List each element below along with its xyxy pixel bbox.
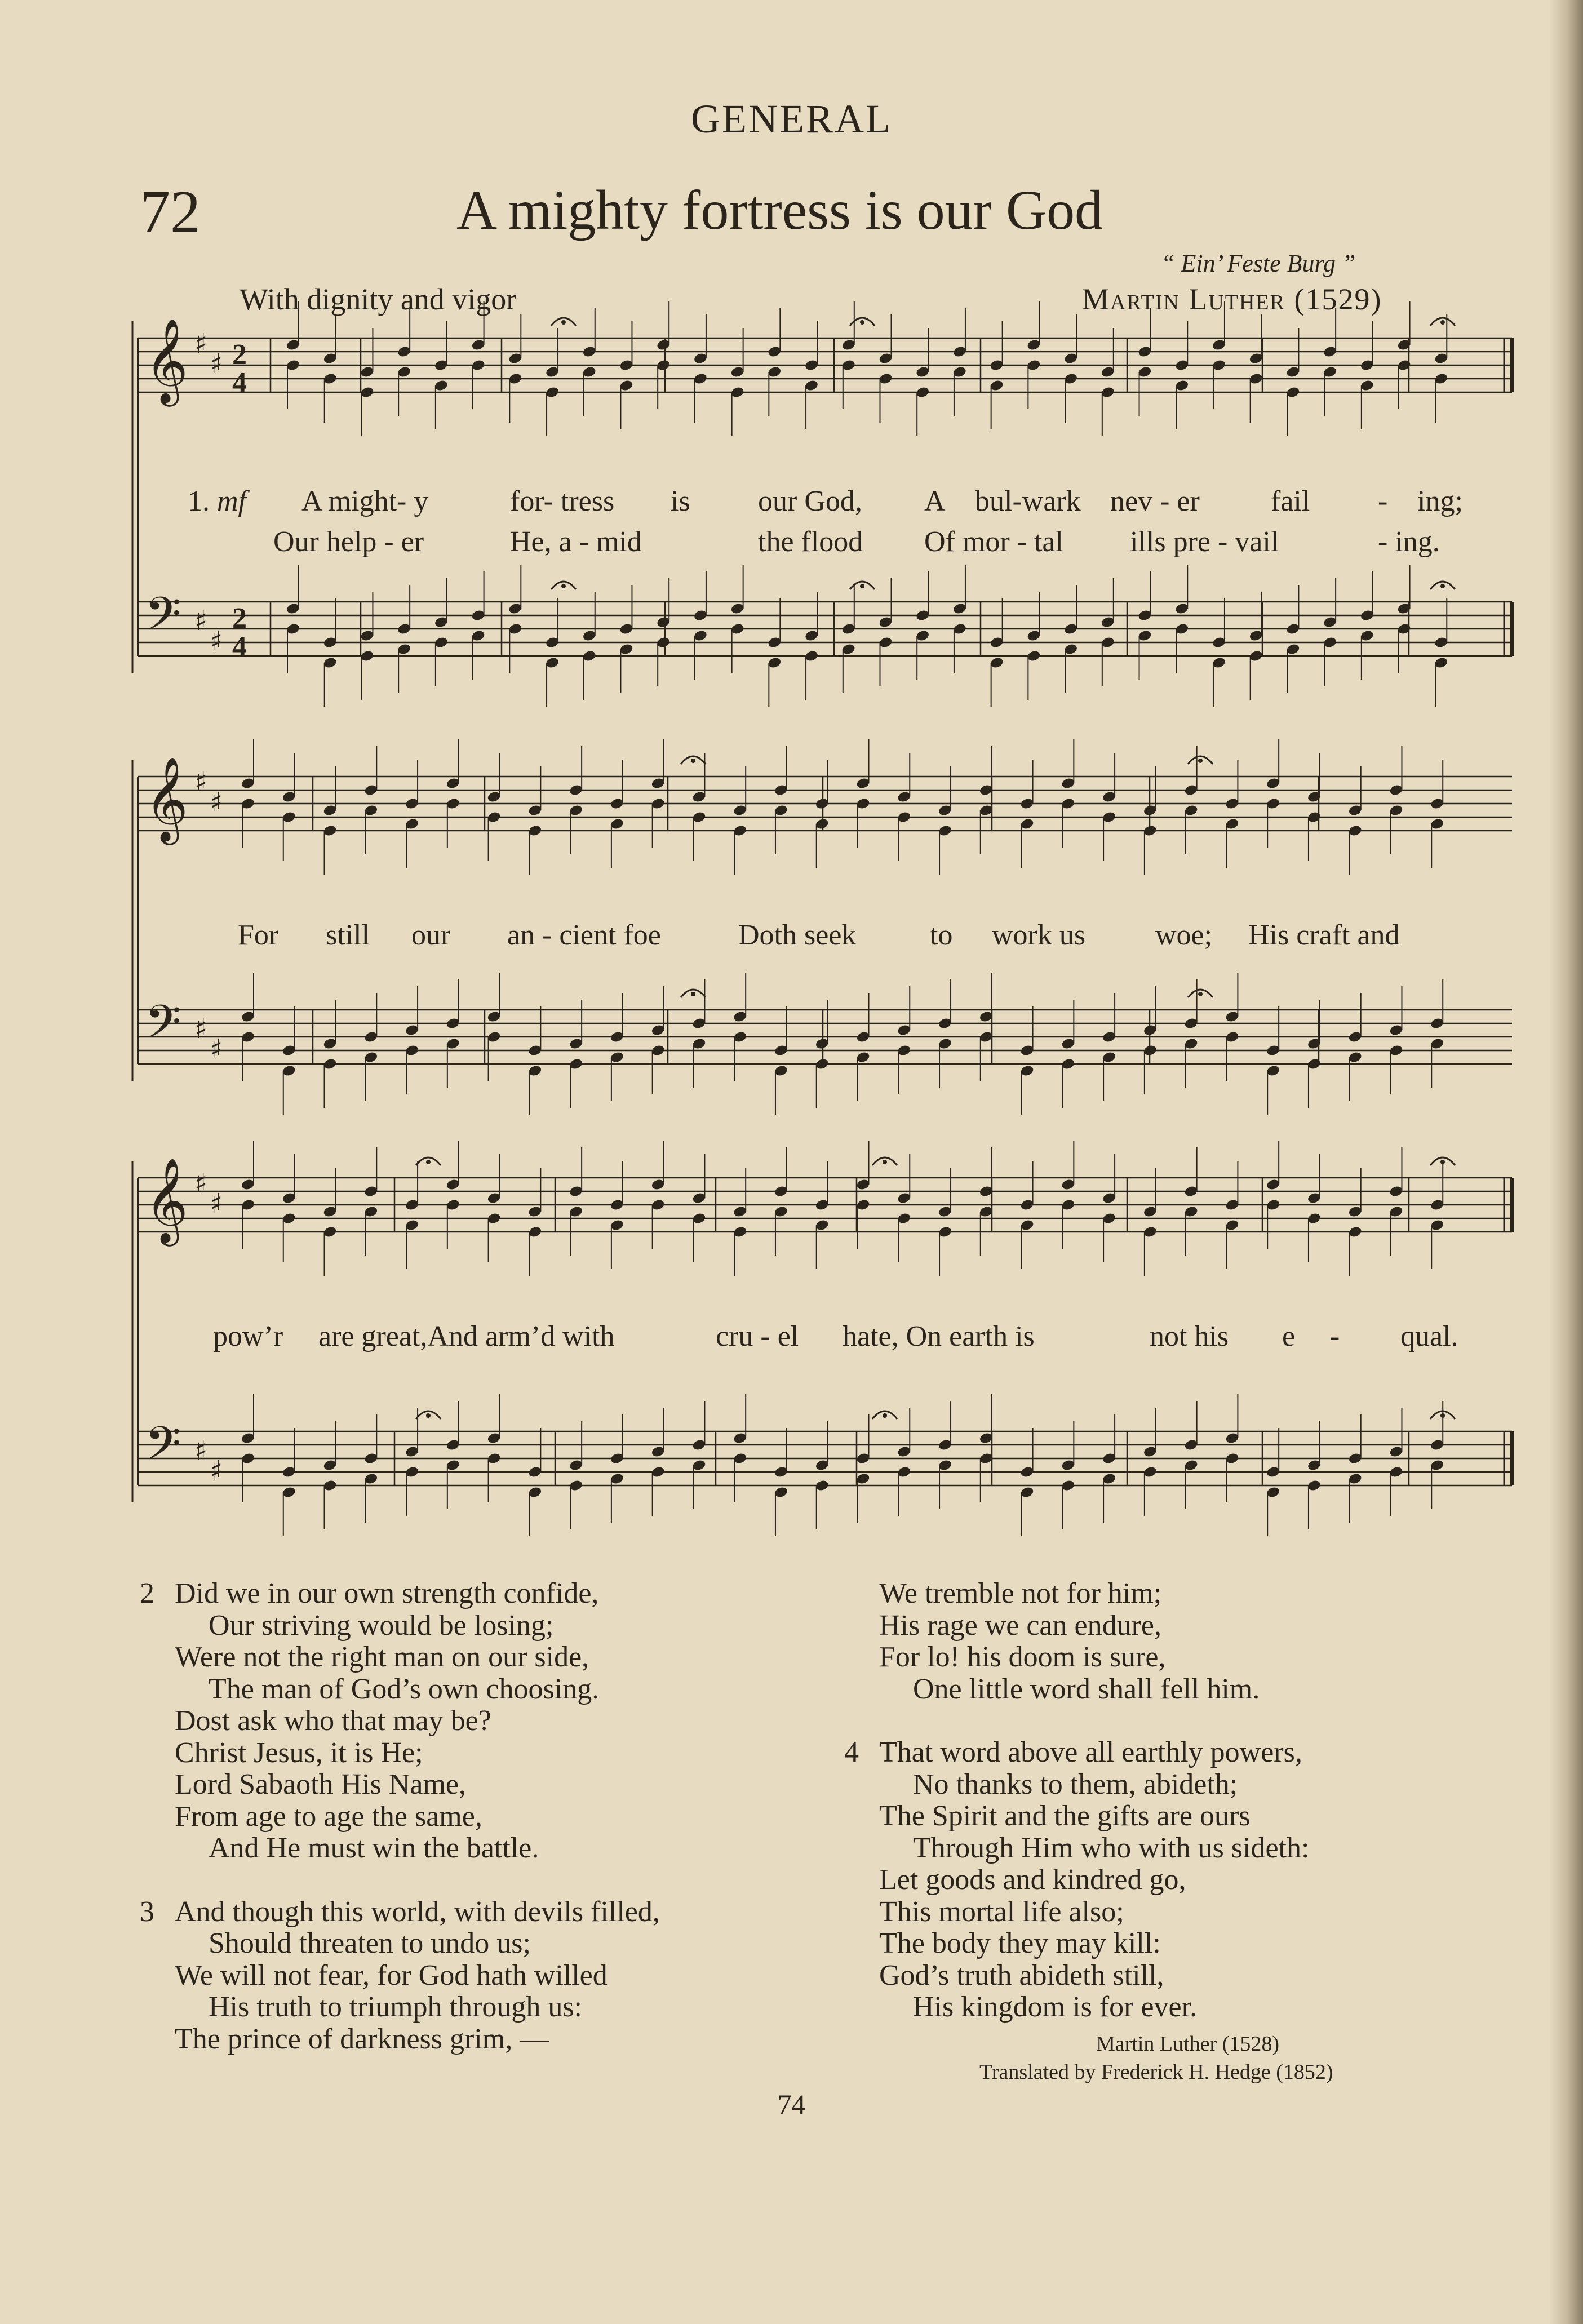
section-header: GENERAL	[691, 96, 892, 141]
key-sharp: ♯	[210, 348, 223, 380]
stanza-line: Did we in our own strength confide,	[175, 1577, 599, 1609]
stanza-number: 2	[140, 1577, 154, 1609]
bass-clef: 𝄢	[145, 1416, 181, 1482]
stanza-line: His rage we can endure,	[879, 1609, 1161, 1642]
key-sharp: ♯	[194, 1013, 208, 1045]
time-signature: 2	[232, 602, 247, 635]
author-credit: Martin Luther (1528)	[1096, 2032, 1280, 2056]
lyric-syllable: -	[1378, 485, 1388, 517]
fermata-dot	[561, 320, 566, 325]
composer-credit: Martin Luther (1529)	[1082, 282, 1382, 316]
dynamic-marking: mf	[217, 485, 246, 517]
stanza-line: The man of God’s own choosing.	[209, 1673, 600, 1705]
fermata-dot	[561, 584, 566, 588]
lyric-syllable: are great,And arm’d with	[318, 1320, 615, 1352]
stanza-number: 4	[844, 1736, 859, 1768]
stanza-line: No thanks to them, abideth;	[913, 1768, 1238, 1800]
lyric-syllable: He, a - mid	[510, 526, 642, 558]
fermata-dot	[691, 759, 695, 763]
key-sharp: ♯	[194, 328, 208, 360]
stanza-line: Lord Sabaoth His Name,	[175, 1768, 467, 1800]
treble-clef: 𝄞	[145, 756, 188, 841]
lyric-syllable: is	[671, 485, 690, 517]
key-sharp: ♯	[210, 1188, 223, 1219]
stanza-line: And though this world, with devils filled,	[175, 1895, 660, 1928]
verse-number	[188, 485, 246, 518]
lyric-syllable: woe;	[1155, 919, 1213, 951]
stanza-column-left	[140, 1577, 660, 2055]
fermata-dot	[1198, 992, 1203, 996]
lyric-syllable: - ing.	[1378, 526, 1440, 558]
fermata-dot	[883, 1160, 887, 1164]
stanza-block	[140, 1577, 660, 1865]
stanza-line: We will not fear, for God hath willed	[175, 1959, 608, 1992]
hymn-title: A mighty fortress is our God	[456, 179, 1103, 241]
fermata-dot	[426, 1413, 431, 1418]
stanza-column-right	[844, 1577, 1310, 2024]
bass-clef: 𝄢	[145, 995, 181, 1061]
fermata-dot	[1440, 584, 1445, 588]
fermata-dot	[883, 1413, 887, 1418]
stanza-line: The Spirit and the gifts are ours	[879, 1800, 1251, 1832]
time-signature: 4	[232, 367, 247, 399]
lyric-syllable: the flood	[758, 526, 863, 558]
lyric-syllable: A might- y	[301, 485, 429, 517]
fermata-dot	[1440, 1413, 1445, 1418]
stanza-line: And He must win the battle.	[209, 1832, 539, 1864]
stanza-line: Christ Jesus, it is He;	[175, 1736, 423, 1769]
bass-clef: 𝄢	[145, 587, 181, 653]
fermata-dot	[1198, 759, 1203, 763]
lyric-syllable: His craft and	[1248, 919, 1400, 951]
stanza-line: Our striving would be losing;	[209, 1609, 554, 1642]
stanza-number: 3	[140, 1895, 154, 1928]
lyric-syllable: not his	[1150, 1320, 1229, 1352]
lyric-syllable: Doth seek	[738, 919, 857, 951]
time-signature: 4	[232, 631, 247, 663]
key-sharp: ♯	[210, 626, 223, 657]
treble-clef: 𝄞	[145, 1157, 188, 1243]
key-sharp: ♯	[194, 605, 208, 637]
stanza-line: Let goods and kindred go,	[879, 1864, 1186, 1896]
lyric-syllable: -	[1330, 1320, 1340, 1352]
translator-credit: Translated by Frederick H. Hedge (1852)	[979, 2060, 1333, 2084]
lyric-syllable: work us	[992, 919, 1086, 951]
lyric-syllable: Of mor - tal	[924, 526, 1063, 558]
stanza-line: We tremble not for him;	[879, 1577, 1162, 1609]
stanza-line: His truth to triumph through us:	[209, 1991, 582, 2023]
lyric-syllable: still	[326, 919, 370, 951]
hymn-number: 72	[140, 179, 201, 246]
stanza-line: That word above all earthly powers,	[879, 1736, 1302, 1768]
stanza-line: Dost ask who that may be?	[175, 1705, 491, 1737]
lyric-syllable: A	[924, 485, 946, 517]
stanza-line: His kingdom is for ever.	[913, 1991, 1198, 2023]
lyric-syllable: hate, On earth is	[843, 1320, 1035, 1352]
fermata-dot	[691, 992, 695, 996]
key-sharp: ♯	[210, 1455, 223, 1487]
lyric-syllable: nev - er	[1110, 485, 1200, 517]
fermata-dot	[426, 1160, 431, 1164]
fermata-dot	[1440, 1160, 1445, 1164]
lyric-syllable: pow’r	[213, 1320, 283, 1352]
stanza-line: Were not the right man on our side,	[175, 1641, 589, 1673]
stanza-line: The prince of darkness grim, —	[175, 2023, 549, 2055]
stanza-line: Through Him who with us sideth:	[913, 1831, 1310, 1864]
tune-name: “ Ein’ Feste Burg ”	[1161, 250, 1356, 277]
key-sharp: ♯	[210, 787, 223, 818]
lyric-syllable: ing;	[1417, 485, 1463, 517]
lyric-syllable: fail	[1271, 485, 1310, 517]
fermata-dot	[1440, 320, 1445, 325]
lyric-syllable: to	[930, 919, 953, 951]
lyric-syllable: Our help - er	[273, 526, 424, 558]
key-sharp: ♯	[194, 766, 208, 798]
lyric-syllable: our	[411, 919, 451, 951]
lyric-syllable: for- tress	[510, 485, 615, 517]
tempo-marking: With dignity and vigor	[240, 282, 517, 316]
lyric-syllable: cru - el	[716, 1320, 799, 1352]
lyric-syllable: ills pre - vail	[1130, 526, 1279, 558]
time-signature: 2	[232, 339, 247, 371]
lyric-syllable: our God,	[758, 485, 862, 517]
stanza-line: God’s truth abideth still,	[879, 1959, 1164, 1992]
fermata-dot	[860, 320, 864, 325]
lyric-syllable: qual.	[1400, 1320, 1458, 1352]
stanza-block	[879, 1578, 1309, 1705]
verse-number-label: 1.	[188, 485, 210, 517]
stanza-line: The body they may kill:	[879, 1927, 1161, 1959]
lyric-syllable: For	[238, 919, 279, 951]
lyric-syllable: an - cient foe	[507, 919, 661, 951]
fermata-dot	[860, 584, 864, 588]
lyric-syllable: bul-wark	[975, 485, 1081, 517]
key-sharp: ♯	[210, 1034, 223, 1065]
stanza-line: This mortal life also;	[879, 1895, 1124, 1928]
stanza-line: Should threaten to undo us;	[209, 1927, 531, 1959]
treble-clef: 𝄞	[145, 317, 188, 403]
stanza-line: For lo! his doom is sure,	[879, 1641, 1166, 1673]
key-sharp: ♯	[194, 1435, 208, 1466]
stanza-line: From age to age the same,	[175, 1800, 482, 1833]
stanza-block	[140, 1895, 660, 2056]
page-number: 74	[777, 2088, 806, 2120]
stanza-block	[844, 1736, 1310, 2024]
lyric-syllable: e	[1282, 1320, 1296, 1352]
stanza-line: One little word shall fell him.	[913, 1673, 1260, 1705]
key-sharp: ♯	[194, 1168, 208, 1199]
